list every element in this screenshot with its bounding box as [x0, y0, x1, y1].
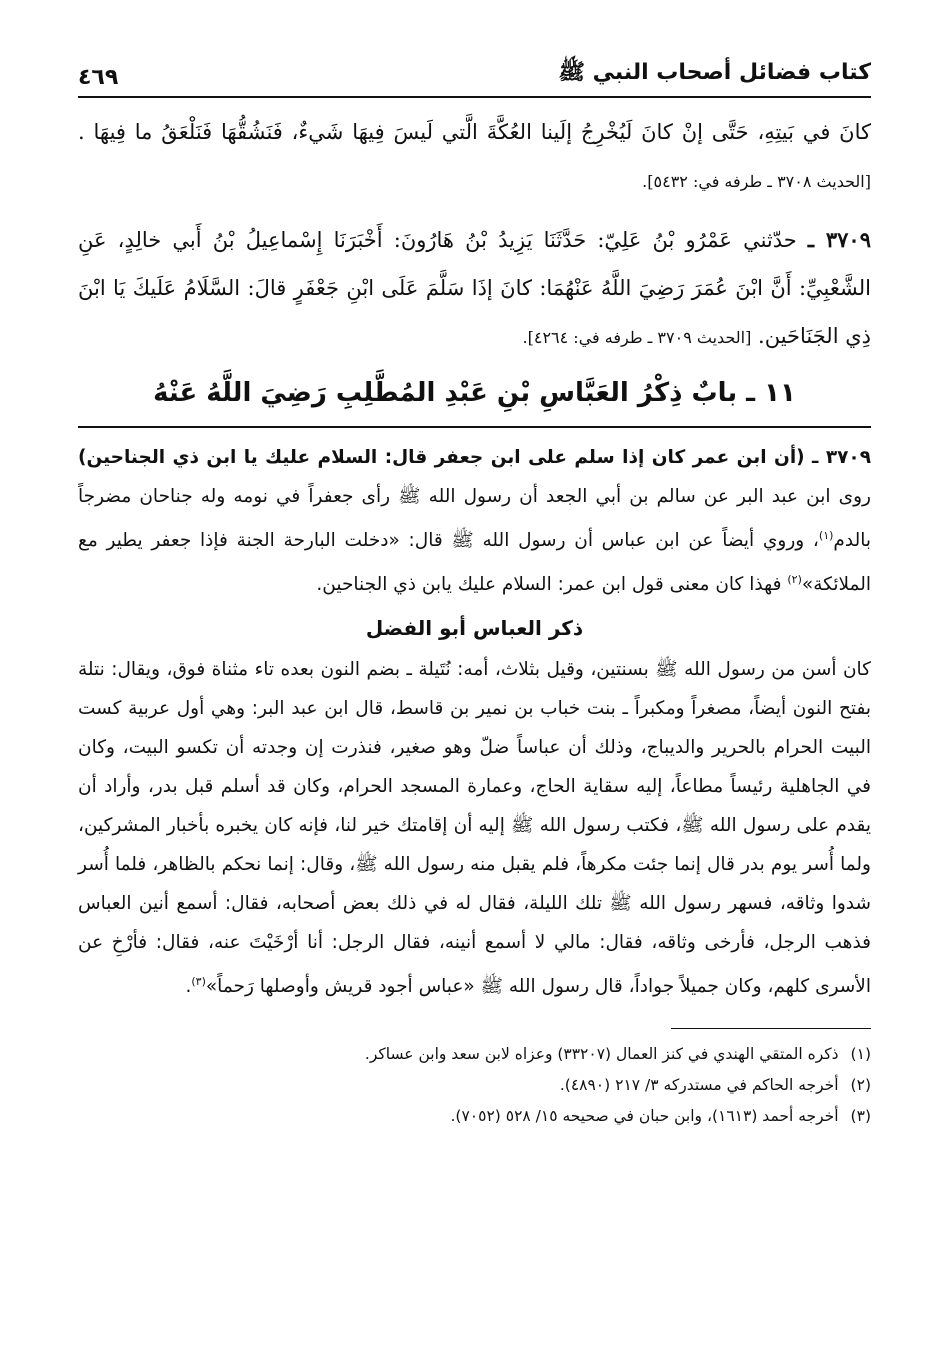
- separator-rule: [78, 426, 871, 428]
- footnote-ref: (٣): [191, 975, 206, 989]
- commentary-abbas: [78, 650, 871, 1006]
- page: [78, 50, 871, 1132]
- commentary-text: روى ابن عبد البر عن سالم بن أبي الجعد أن رسول الله ﷺ رأى جعفراً في نومه وله جناحان مضرجاً بالدم: [78, 486, 871, 552]
- commentary-text: ، وروي أيضاً عن ابن عباس أن رسول الله ﷺ قال: «دخلت البارحة الجنة فإذا جعفر يطير مع الملائكة»: [78, 530, 871, 596]
- footnote-text: أخرجه أحمد (١٦١٣)، وابن حبان في صحيحه ١٥/ ٥٢٨ (٧٠٥٢).: [450, 1107, 839, 1126]
- hadith-text: حدّثني عَمْرُو بْنُ عَلِيّ: حَدَّثَنَا يَزِيدُ بْنُ هَارُونَ: أَخْبَرَنَا إِسْماعِيلُ بْنُ أَبي خالِدٍ، عَنِ الشَّعْبِيِّ: أَنَّ ابْنَ عُمَرَ رَضِيَ اللَّهُ عَنْهُمَا: كانَ إذَا سَلَّمَ عَلَى ابْنِ جَعْفَرٍ قالَ: السَّلَامُ عَلَيكَ يَا ابْنَ ذِي الجَنَاحَين.: [78, 228, 871, 348]
- footnote-number: (١): [850, 1045, 871, 1064]
- commentary-text: كان أسن من رسول الله ﷺ بسنتين، وقيل بثلاث، أمه: نُتَيلة ـ بضم النون بعده تاء مثناة فوق، ويقال: نتلة بفتح النون أيضاً، مصغراً ومكبراً ـ بنت خباب بن نمير بن قاسط، قال ابن عبد البر: وهي أول عربية كست البيت الحرام بالحرير والديباج، وذلك أن عباساً ضلّ وهو صغير، فنذرت إن وجدته أن تكسو البيت، وكان في الجاهلية رئيساً مطاعاً، إليه سقاية الحاج، وعمارة المسجد الحرام، وكان قد أسلم قبل بدر، وأراد أن يقدم على رسول الله ﷺ، فكتب رسول الله ﷺ إليه أن إقامتك خير لنا، فإنه كان يخبره بأخبار المشركين، ولما أُسر يوم بدر قال إنما جئت مكرهاً، فلم يقبل منه رسول الله ﷺ، وقال: إنما نحكم بالظاهر، فلما أُسر شدوا وثاقه، فسهر رسول الله ﷺ تلك الليلة، فقال له في ذلك بعض أصحابه، فقال: أسمع أنين العباس فذهب الرجل، فأرخى وثاقه، فقال: مالي لا أسمع أنينه، فقال الرجل: أنا أرْخَيْتَ عنه، فقال: فأرْخِ عن الأسرى كلهم، وكان جميلاً جواداً، قال رسول الله ﷺ «عباس أجود قريش وأوصلها رَحماً»: [78, 659, 871, 998]
- book-title: كتاب فضائل أصحاب النبي ﷺ: [558, 60, 871, 85]
- footnote-ref: (١): [818, 529, 834, 542]
- page-number: ٤٦٩: [78, 65, 119, 90]
- footnote-text: أخرجه الحاكم في مستدركه ٣/ ٢١٧ (٤٨٩٠).: [559, 1076, 839, 1095]
- hadith-text: كانَ في بَيتِهِ، حَتَّى إنْ كانَ لَيُخْرِجُ إلَينا العُكَّةَ الَّتي لَيسَ فِيهَا شَيءٌ، فَنَشُقُّهَا فَنَلْعَقُ ما فِيهَا .: [78, 120, 871, 144]
- footnote: [78, 1070, 871, 1101]
- footnote-number: (٣): [850, 1107, 871, 1126]
- footnote-text: ذكره المتقي الهندي في كنز العمال (٣٣٢٠٧) وعزاه لابن سعد وابن عساكر.: [364, 1045, 839, 1064]
- commentary-text: .: [185, 976, 192, 998]
- footnote-separator: [671, 1028, 871, 1029]
- running-header: [78, 50, 871, 98]
- hadith-number: ٣٧٠٩ ـ: [807, 227, 871, 252]
- commentary-3709: [78, 438, 871, 604]
- section-subheading: ذكر العباس أبو الفضل: [365, 616, 584, 641]
- hadith-ref: [الحديث ٣٧٠٩ ـ طرفه في: ٤٢٦٤].: [522, 328, 752, 347]
- footnote: [78, 1101, 871, 1132]
- footnote-ref: (٢): [787, 573, 802, 587]
- hadith-3709: [78, 216, 871, 362]
- chapter-heading: ١١ ـ بابٌ ذِكْرُ العَبَّاسِ بْنِ عَبْدِ المُطَّلِبِ رَضِيَ اللَّهُ عَنْهُ: [153, 378, 796, 408]
- commentary-lead: ٣٧٠٩ ـ (أن ابن عمر كان إذا سلم على ابن جعفر قال: السلام عليك يا ابن ذي الجناحين): [78, 447, 871, 468]
- footnote: [78, 1039, 871, 1070]
- footnotes: [78, 1039, 871, 1132]
- hadith-3708-end: [78, 108, 871, 206]
- commentary-text: فهذا كان معنى قول ابن عمر: السلام عليك يابن ذي الجناحين.: [316, 574, 788, 596]
- footnote-number: (٢): [850, 1076, 871, 1095]
- hadith-ref: [الحديث ٣٧٠٨ ـ طرفه في: ٥٤٣٢].: [642, 172, 871, 191]
